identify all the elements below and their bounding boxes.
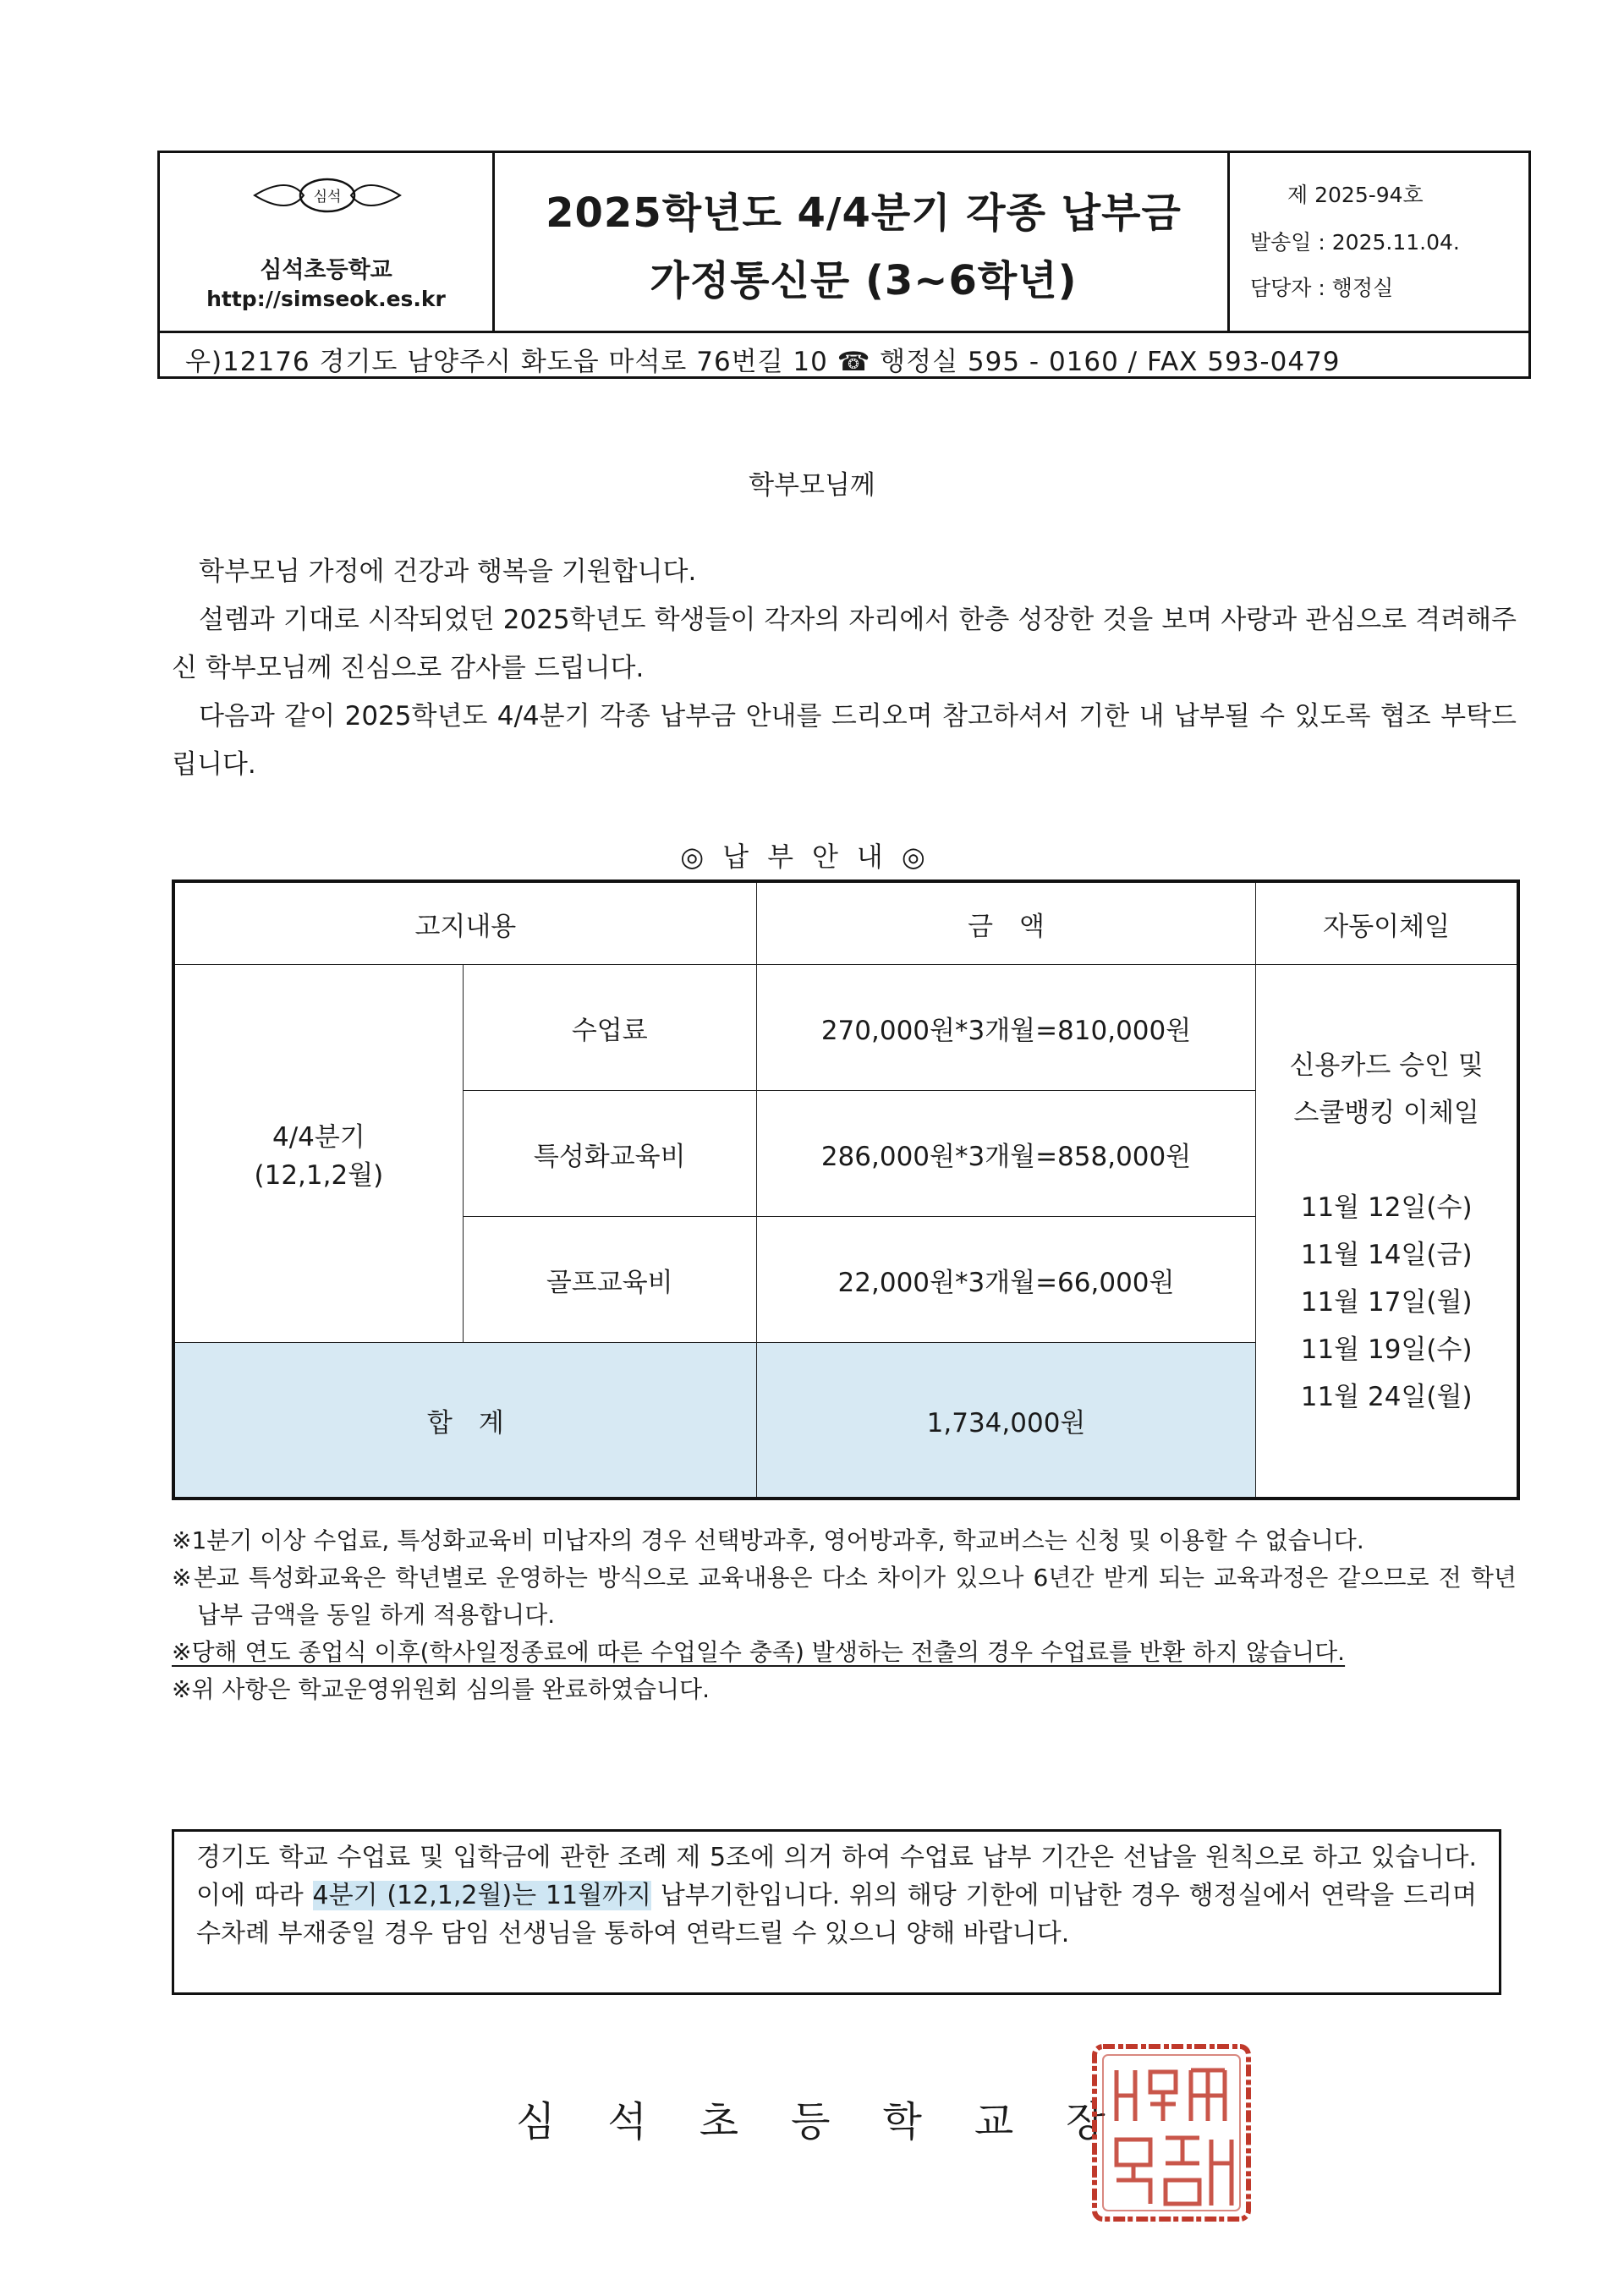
notice-highlight: 4분기 (12,1,2월)는 11월까지 [312,1881,652,1910]
transfer-title-2: 스쿨뱅킹 이체일 [1293,1097,1479,1128]
document-number: 제 2025-94호 [1287,183,1424,207]
school-logo-icon [251,177,403,214]
school-seal-icon [1083,2036,1260,2231]
notice-text-1: 경기도 학교 수업료 및 입학금에 관한 조례 제 5조에 의거 하여 수업료 납부 기간은 선납을 원칙으로 하고 있습니다. 이에 따라 [196,1843,1477,1910]
period-cell [173,965,463,1343]
payment-guide-title: ◎납부안내◎ [680,841,944,873]
fee-amount: 286,000원*3개월=858,000원 [756,1091,1256,1217]
notice-text-2: 납부기한입니다. 위의 해당 기한에 미납한 경우 행정실에서 연락을 드리며 수차례 부재중일 경우 담임 선생님을 통하여 연락드릴 수 있으니 양해 바랍니다. [196,1881,1477,1948]
transfer-date: 11월 12일(수) [1300,1192,1473,1223]
header-notice-content: 고지내용 [173,881,756,965]
school-identity [160,153,495,331]
manager: 담당자 : 행정실 [1250,276,1394,300]
document-title-line-1: 2025학년도 4/4분기 각종 납부금 [546,189,1182,237]
fee-table [172,879,1520,1500]
transfer-dates-cell [1256,965,1518,1499]
paragraph-2-text: 설렘과 기대로 시작되었던 2025학년도 학생들이 각자의 자리에서 한층 성장한 것을 보며 사랑과 관심으로 격려해주신 학부모님께 진심으로 감사를 드립니다. [172,605,1517,683]
school-url: http://simseok.es.kr [206,287,446,311]
total-amount: 1,734,000원 [756,1343,1256,1499]
fee-table-header [173,881,1518,965]
document-meta [1227,153,1528,331]
letterhead-box [157,151,1531,379]
school-name: 심석초등학교 [260,257,392,283]
principal-signature: 심석초등학교장 [516,2098,1158,2145]
note-item-underlined [172,1634,1517,1671]
transfer-title-1: 신용카드 승인 및 [1289,1049,1484,1081]
fee-amount: 270,000원*3개월=810,000원 [756,965,1256,1091]
document-title-line-2: 가정통신문 (3~6학년) [650,257,1078,304]
letterhead-top-row [160,153,1528,333]
send-date: 발송일 : 2025.11.04. [1250,230,1460,255]
transfer-date: 11월 14일(금) [1300,1239,1473,1270]
paragraph-2 [172,596,1517,693]
paragraph-3-text: 다음과 같이 2025학년도 4/4분기 각종 납부금 안내를 드리오며 참고하셔서 기한 내 납부될 수 있도록 협조 부탁드립니다. [172,701,1517,780]
seal-text [1145,2221,1198,2229]
school-address: 우)12176 경기도 남양주시 화도읍 마석로 76번길 10 ☎ 행정실 595 - 0160 / FAX 593-0479 [185,347,1341,377]
fee-item: 골프교육비 [463,1217,756,1343]
note-item: ※위 사항은 학교운영위원회 심의를 완료하였습니다. [172,1675,710,1703]
school-logo-text: 심석 [313,189,342,205]
deadline-notice-box [172,1829,1501,1995]
header-amount: 금 액 [756,881,1256,965]
notes [172,1522,1517,1708]
fee-amount: 22,000원*3개월=66,000원 [756,1217,1256,1343]
table-row [173,965,1518,1091]
transfer-date: 11월 17일(월) [1300,1286,1473,1318]
total-label: 합 계 [173,1343,756,1499]
fee-item: 수업료 [463,965,756,1091]
transfer-date: 11월 24일(월) [1300,1381,1473,1412]
header-transfer-date: 자동이체일 [1256,881,1518,965]
fee-item: 특성화교육비 [463,1091,756,1217]
paragraph-3 [172,693,1517,789]
note-item: ※당해 연도 종업식 이후(학사일정종료에 따른 수업일수 충족) 발생하는 전출의 경우 수업료를 반환 하지 않습니다. [172,1638,1346,1666]
period-line-1: 4/4분기 [272,1122,365,1153]
salutation: 학부모님께 [749,470,875,501]
note-item: ※1분기 이상 수업료, 특성화교육비 미납자의 경우 선택방과후, 영어방과후, 학교버스는 신청 및 이용할 수 없습니다. [172,1526,1364,1554]
paragraph-1 [172,548,1517,596]
transfer-date: 11월 19일(수) [1300,1334,1473,1365]
period-line-2: (12,1,2월) [254,1160,384,1191]
paragraph-1-text: 학부모님 가정에 건강과 행복을 기원합니다. [199,556,697,587]
note-item: ※본교 특성화교육은 학년별로 운영하는 방식으로 교육내용은 다소 차이가 있으나 6년간 받게 되는 교육과정은 같으므로 전 학년 납부 금액을 동일 하게 적용합니다. [172,1564,1517,1629]
